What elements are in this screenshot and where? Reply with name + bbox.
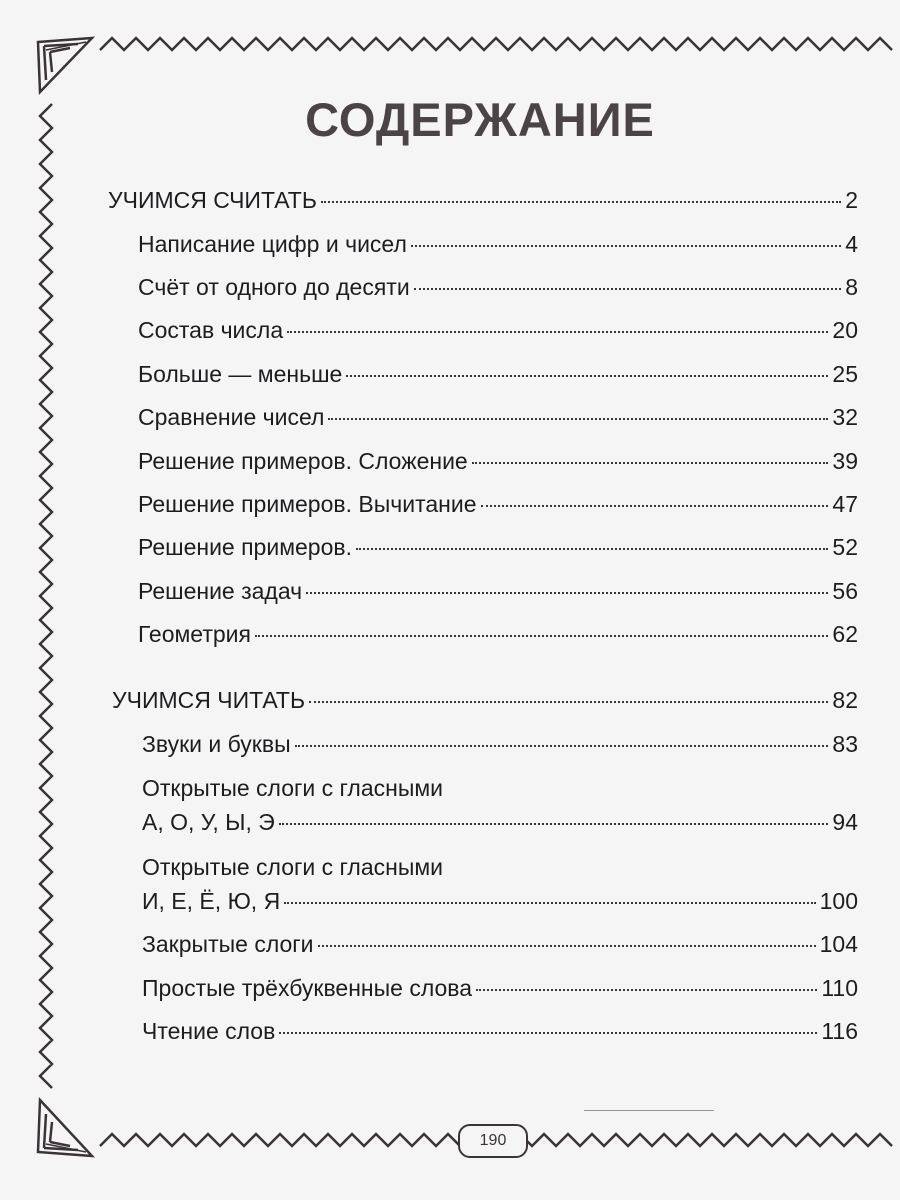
page-ref: 2 [845,187,858,213]
toc-entry[interactable]: Счёт от одного до десяти 8 [138,274,858,300]
page-ref: 25 [832,361,858,387]
toc-entry-first-line: Открытые слоги с гласными [142,775,444,801]
page-ref: 94 [832,809,858,835]
page-ref: 110 [821,975,858,1001]
toc-entry[interactable]: Чтение слов 116 [142,1018,858,1044]
toc-entry[interactable]: Решение задач 56 [138,578,858,604]
toc-entry[interactable]: Решение примеров. Вычитание 47 [138,491,858,517]
page-ref: 8 [845,274,858,300]
toc-entry[interactable]: Закрытые слоги 104 [142,931,858,957]
page-number: 190 [458,1124,528,1158]
toc-entry[interactable]: Больше — меньше 25 [138,361,858,387]
toc-entry[interactable]: И, Е, Ё, Ю, Я 100 [142,888,858,914]
page-ref: 100 [819,888,858,914]
page-ref: 56 [832,578,858,604]
page-ref: 47 [832,491,858,517]
toc-section-heading[interactable]: УЧИМСЯ ЧИТАТЬ 82 [112,687,858,713]
page-ref: 116 [821,1018,858,1044]
page-ref: 39 [832,448,858,474]
toc-entry[interactable]: Простые трёхбуквенные слова 110 [142,975,858,1001]
toc-entry[interactable]: Решение примеров. 52 [138,534,858,560]
toc-entry[interactable]: Состав числа 20 [138,317,858,343]
toc-entry[interactable]: Звуки и буквы 83 [142,731,858,757]
toc-entry-first-line: Открытые слоги с гласными [142,854,444,880]
page-ref: 4 [845,231,858,257]
toc-entry[interactable]: А, О, У, Ы, Э 94 [142,809,858,835]
toc-entry[interactable]: Написание цифр и чисел 4 [138,231,858,257]
page-ref: 32 [832,404,858,430]
footer-rule [584,1110,714,1111]
page-ref: 82 [832,687,858,713]
page-ref: 20 [832,317,858,343]
page-ref: 83 [832,731,858,757]
toc-entry[interactable]: Геометрия 62 [138,621,858,647]
toc-entry[interactable]: Решение примеров. Сложение 39 [138,448,858,474]
toc-entry[interactable]: Сравнение чисел 32 [138,404,858,430]
page-ref: 52 [832,534,858,560]
page-title: СОДЕРЖАНИЕ [305,93,655,146]
page-ref: 62 [832,621,858,647]
toc-section-heading[interactable]: УЧИМСЯ СЧИТАТЬ 2 [108,187,858,213]
page-ref: 104 [819,931,858,957]
